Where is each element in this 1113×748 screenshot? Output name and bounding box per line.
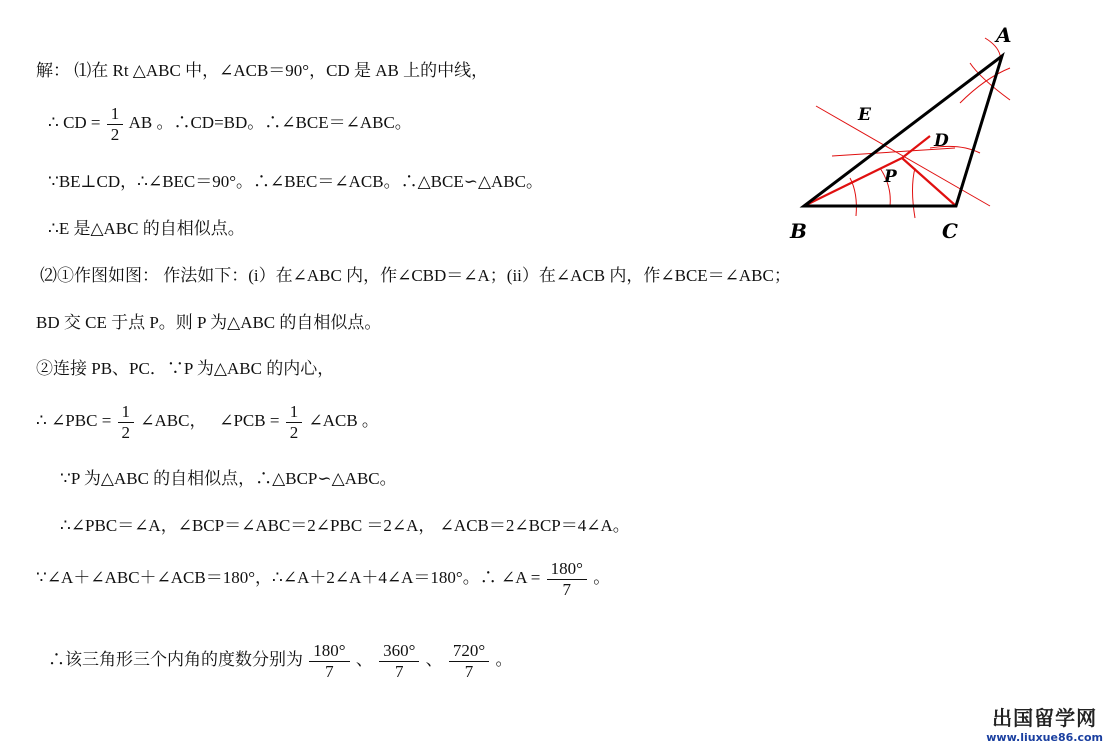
- line-12: ∴该三角形三个内角的度数分别为 $\frac{180^\circ}{7}$ 、 $\frac{360^\circ}{7}$ 、 $\frac{720^\circ}{7}$ 。: [48, 640, 513, 681]
- line-5: ⑵①作图如图： 作法如下：(i）在∠ABC 内，作∠CBD＝∠A；(ii）在∠ACB 内，作∠BCE＝∠ABC；: [40, 266, 791, 285]
- label-d: D: [934, 131, 949, 151]
- label-p: P: [884, 167, 897, 187]
- line-10: ∴∠PBC＝∠A，∠BCP＝∠ABC＝2∠PBC ＝2∠A， ∠ACB＝2∠BCP＝4∠A。: [60, 516, 630, 535]
- line-2-start: ∴ CD =: [48, 113, 101, 132]
- fraction-180-over-7: $\frac{180^\circ}{7}$: [309, 641, 349, 682]
- triangle-figure: [780, 18, 1020, 248]
- label-a: A: [996, 23, 1012, 47]
- fraction-one-half: $\frac{1}{2}$: [118, 402, 135, 443]
- line-2: [48, 100, 412, 146]
- label-c: C: [942, 219, 958, 243]
- line-11: ∵∠A＋∠ABC＋∠ACB＝180°，∴∠A＋2∠A＋4∠A＝180°。∴ ∠A = $\frac{180^\circ}{7}$ 。: [36, 558, 611, 599]
- line-9: ∵P 为△ABC 的自相似点，∴△BCP∽△ABC。: [60, 469, 397, 488]
- fraction-720-over-7: $\frac{720^\circ}{7}$: [449, 641, 489, 682]
- line-3: ∵BE⊥CD，∴∠BEC＝90°。∴∠BEC＝∠ACB。∴△BCE∽△ABC。: [48, 172, 543, 191]
- watermark-title: 出国留学网: [992, 706, 1098, 730]
- fraction-one-half: $\frac{1}{2}$: [107, 104, 124, 145]
- line-1: 解： ⑴在 Rt △ABC 中，∠ACB＝90°，CD 是 AB 上的中线，: [36, 61, 489, 80]
- fraction-360-over-7: $\frac{360^\circ}{7}$: [379, 641, 419, 682]
- site-watermark: [986, 702, 1103, 744]
- segment-pd: [902, 136, 930, 158]
- watermark-url: www.liuxue86.com: [986, 731, 1103, 744]
- line-7: ②连接 PB、PC．∵P 为△ABC 的内心，: [36, 359, 335, 378]
- line-4: ∴E 是△ABC 的自相似点。: [48, 219, 245, 238]
- triangle-outline: [804, 56, 1002, 206]
- line-6: BD 交 CE 于点 P。则 P 为△ABC 的自相似点。: [36, 313, 382, 332]
- fraction-one-half: $\frac{1}{2}$: [286, 402, 303, 443]
- line-2-end: AB 。∴CD=BD。∴∠BCE＝∠ABC。: [128, 113, 412, 132]
- triangle-abc: [804, 56, 1002, 206]
- fraction-180-over-7: $\frac{180^\circ}{7}$: [547, 559, 587, 600]
- label-b: B: [790, 219, 807, 243]
- construction-arc: [913, 168, 916, 218]
- line-8: ∴ ∠PBC = $\frac{1}{2}$ ∠ABC， ∠PCB = $\frac{1}{2}$ ∠ACB 。: [36, 401, 379, 442]
- label-e: E: [858, 105, 871, 125]
- construction-arc: [960, 68, 1010, 103]
